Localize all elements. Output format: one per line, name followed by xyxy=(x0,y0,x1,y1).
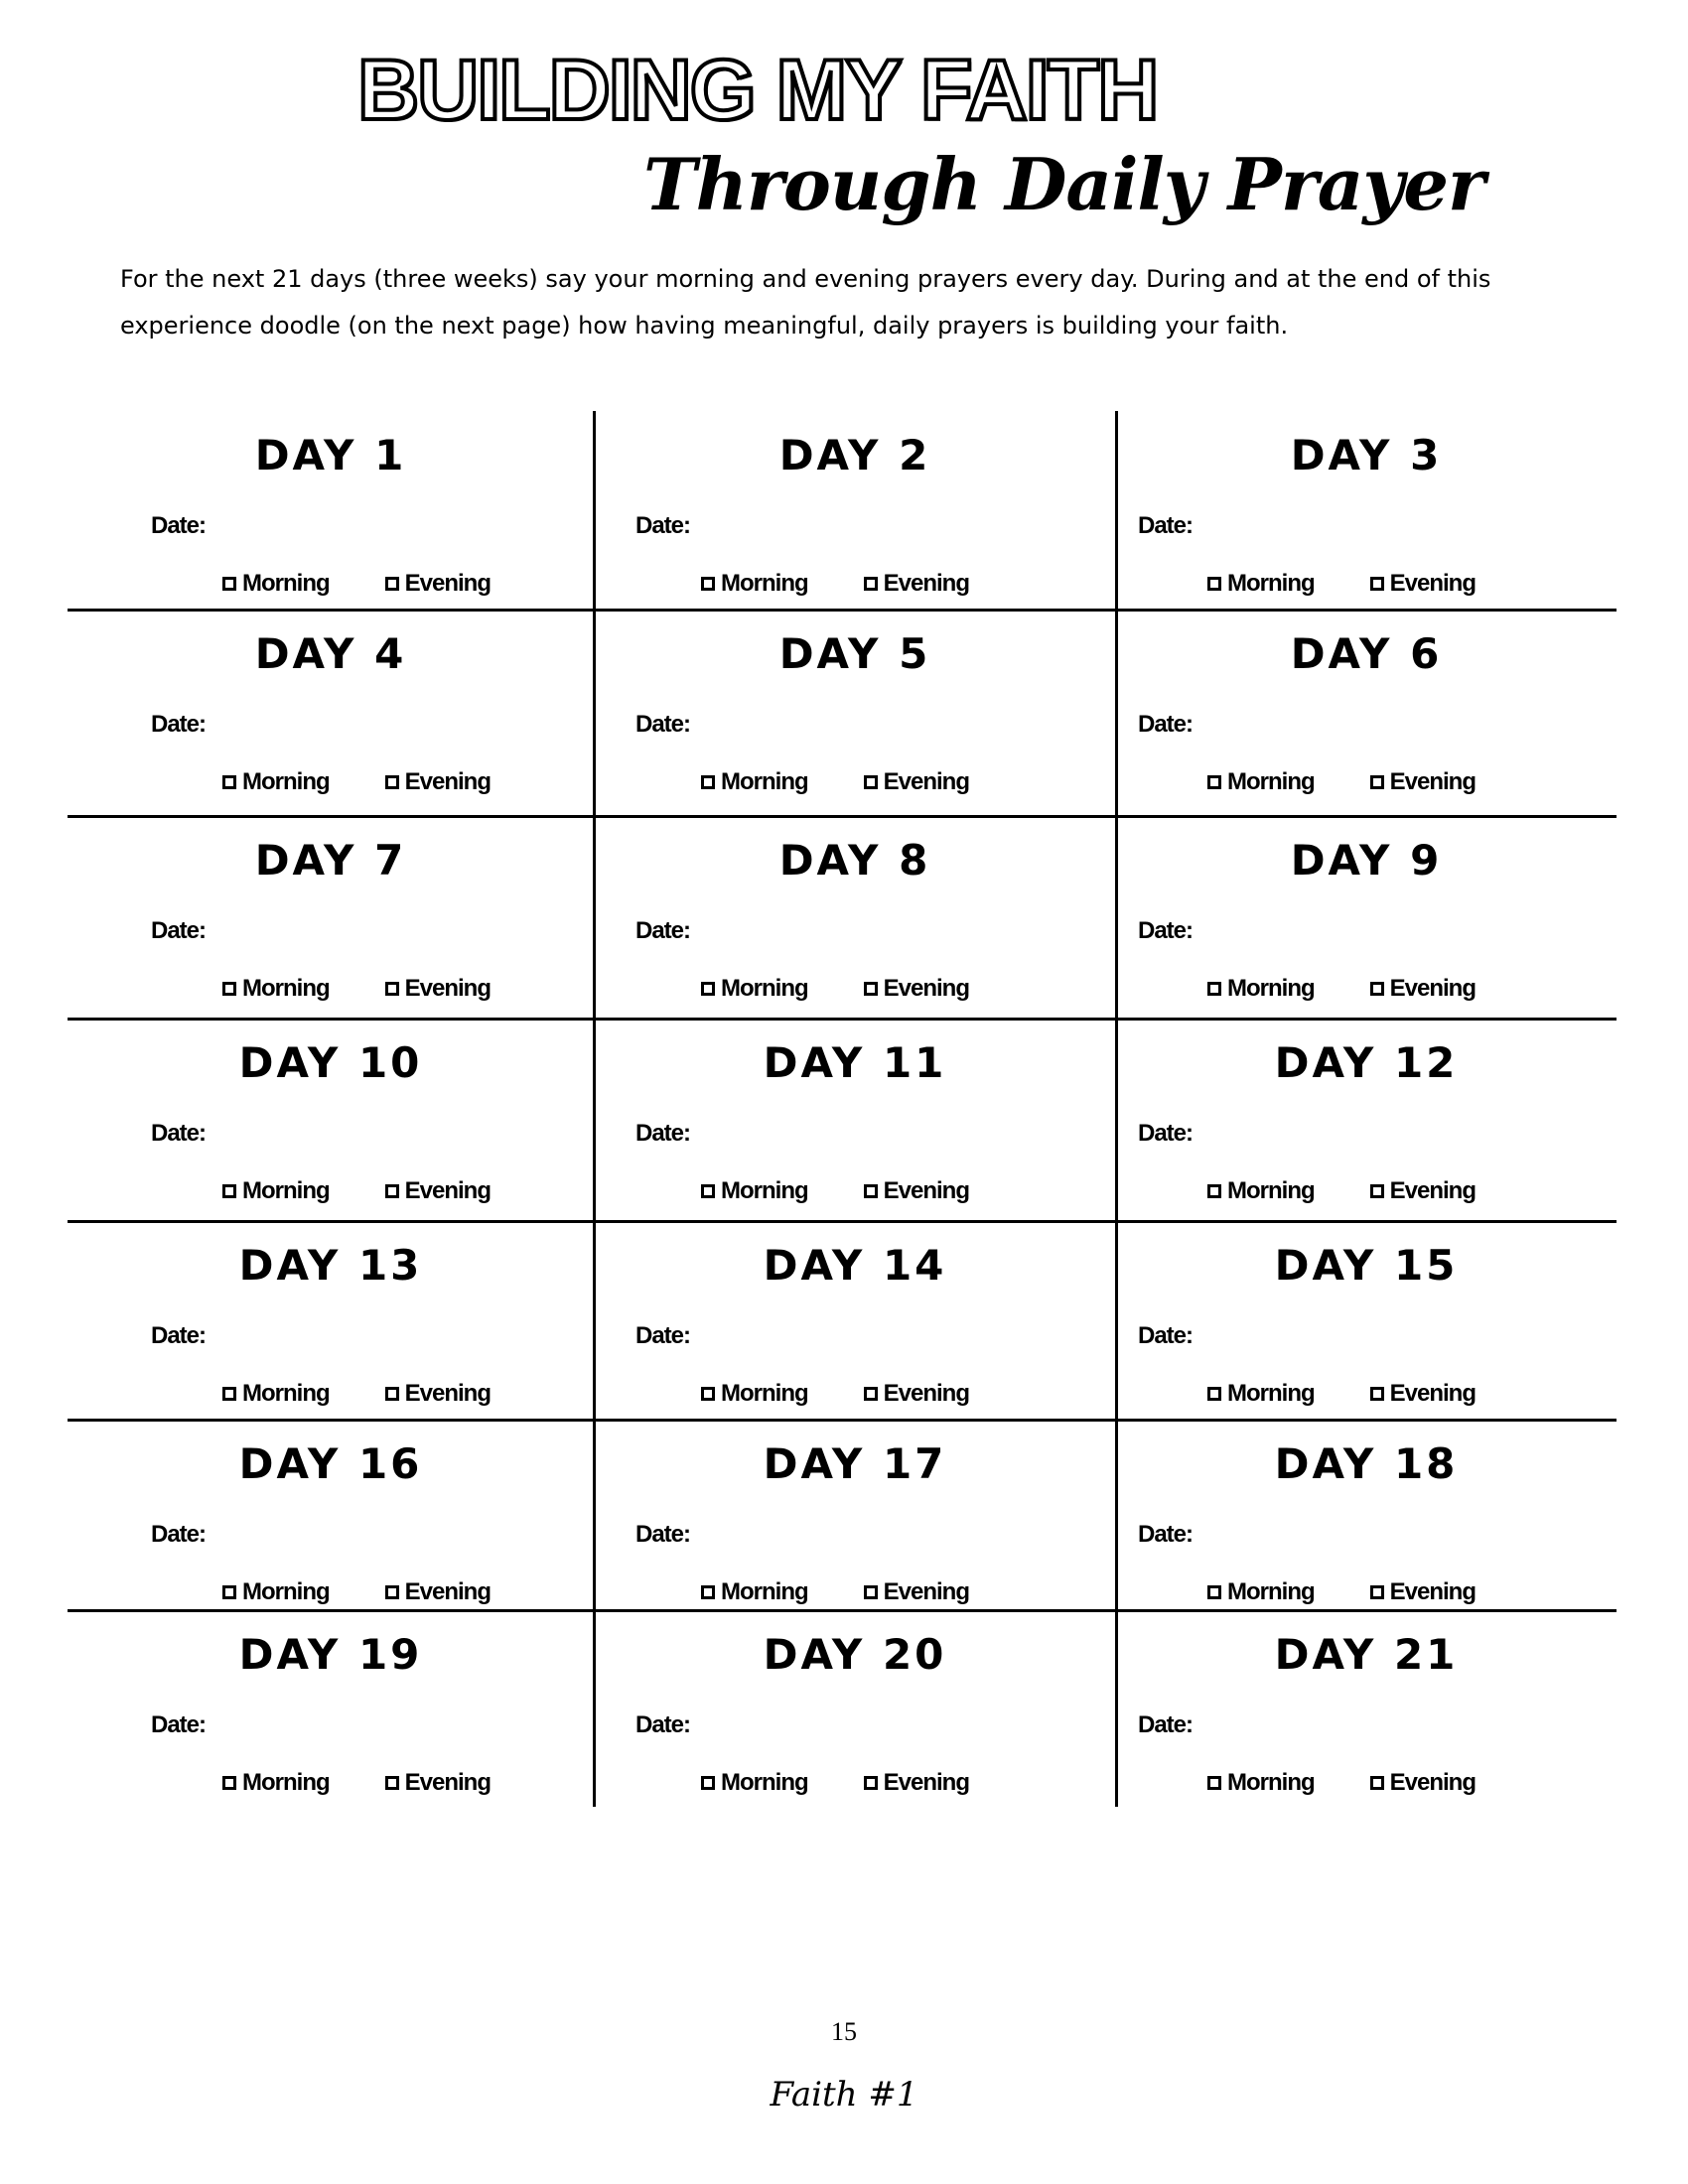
evening-label: Evening xyxy=(404,570,491,597)
checkbox-icon[interactable] xyxy=(864,577,878,591)
evening-checkbox[interactable] xyxy=(864,975,969,1003)
date-field[interactable]: Date: xyxy=(1138,1711,1194,1738)
prayer-checkboxes xyxy=(1207,975,1531,1003)
day-heading: DAY 13 xyxy=(238,1241,423,1290)
evening-label: Evening xyxy=(1389,768,1476,795)
morning-checkbox[interactable] xyxy=(701,768,808,796)
footer-text: Faith #1 xyxy=(770,2075,918,2115)
day-cell xyxy=(594,1019,1116,1221)
checkbox-icon[interactable] xyxy=(1207,577,1221,591)
day-cell xyxy=(594,1221,1116,1420)
day-heading: DAY 2 xyxy=(778,431,931,479)
evening-label: Evening xyxy=(883,570,969,597)
morning-checkbox[interactable] xyxy=(1207,768,1315,796)
checkbox-icon[interactable] xyxy=(1370,577,1384,591)
checkbox-icon[interactable] xyxy=(1207,775,1221,789)
checkbox-icon[interactable] xyxy=(864,1387,878,1401)
morning-checkbox[interactable] xyxy=(701,1380,808,1408)
checkbox-icon[interactable] xyxy=(385,775,399,789)
date-field[interactable]: Date: xyxy=(635,512,691,539)
day-cell xyxy=(68,816,594,1019)
evening-label: Evening xyxy=(1389,1578,1476,1605)
checkbox-icon[interactable] xyxy=(1207,1776,1221,1790)
evening-checkbox[interactable] xyxy=(1370,1769,1476,1797)
prayer-checkboxes xyxy=(222,1177,546,1205)
day-cell xyxy=(594,610,1116,816)
evening-label: Evening xyxy=(1389,975,1476,1002)
date-field[interactable]: Date: xyxy=(1138,711,1194,738)
prayer-checkboxes xyxy=(1207,1578,1531,1606)
checkbox-icon[interactable] xyxy=(864,1184,878,1198)
evening-checkbox[interactable] xyxy=(385,768,491,796)
day-cell xyxy=(1116,1610,1617,1807)
day-heading: DAY 3 xyxy=(1290,431,1443,479)
day-cell xyxy=(68,1019,594,1221)
evening-label: Evening xyxy=(883,1380,969,1407)
morning-label: Morning xyxy=(721,768,808,795)
checkbox-icon[interactable] xyxy=(222,577,236,591)
checkbox-icon[interactable] xyxy=(385,577,399,591)
date-field[interactable]: Date: xyxy=(151,1322,207,1349)
date-field[interactable]: Date: xyxy=(1138,512,1194,539)
checkbox-icon[interactable] xyxy=(222,775,236,789)
date-field[interactable]: Date: xyxy=(1138,1322,1194,1349)
evening-checkbox[interactable] xyxy=(864,768,969,796)
checkbox-icon[interactable] xyxy=(864,982,878,996)
evening-label: Evening xyxy=(883,1769,969,1796)
evening-checkbox[interactable] xyxy=(1370,975,1476,1003)
day-cell xyxy=(594,1420,1116,1610)
morning-label: Morning xyxy=(1227,1769,1315,1796)
evening-label: Evening xyxy=(1389,570,1476,597)
day-heading: DAY 5 xyxy=(778,629,931,678)
day-heading: DAY 20 xyxy=(763,1630,947,1679)
day-heading: DAY 1 xyxy=(254,431,407,479)
checkbox-icon[interactable] xyxy=(1370,775,1384,789)
day-cell xyxy=(594,816,1116,1019)
prayer-checkboxes xyxy=(222,975,546,1003)
day-heading: DAY 17 xyxy=(763,1439,947,1488)
checkbox-icon[interactable] xyxy=(222,982,236,996)
morning-checkbox[interactable] xyxy=(1207,1769,1315,1797)
morning-checkbox[interactable] xyxy=(1207,1380,1315,1408)
prayer-checkboxes xyxy=(1207,768,1531,796)
morning-label: Morning xyxy=(1227,1578,1315,1605)
date-field[interactable]: Date: xyxy=(1138,917,1194,944)
date-field[interactable]: Date: xyxy=(151,1711,207,1738)
morning-label: Morning xyxy=(721,570,808,597)
day-cell xyxy=(68,411,594,610)
morning-checkbox[interactable] xyxy=(701,570,808,598)
prayer-checkboxes xyxy=(701,768,1025,796)
day-cell xyxy=(1116,411,1617,610)
checkbox-icon[interactable] xyxy=(1207,1585,1221,1599)
morning-label: Morning xyxy=(1227,975,1315,1002)
checkbox-icon[interactable] xyxy=(385,1585,399,1599)
checkbox-icon[interactable] xyxy=(1370,982,1384,996)
evening-label: Evening xyxy=(883,768,969,795)
date-field[interactable]: Date: xyxy=(1138,1521,1194,1548)
checkbox-icon[interactable] xyxy=(1370,1184,1384,1198)
evening-label: Evening xyxy=(883,975,969,1002)
checkbox-icon[interactable] xyxy=(701,1776,715,1790)
prayer-checkboxes xyxy=(701,570,1025,598)
morning-checkbox[interactable] xyxy=(1207,570,1315,598)
evening-checkbox[interactable] xyxy=(385,1578,491,1606)
evening-checkbox[interactable] xyxy=(864,1177,969,1205)
checkbox-icon[interactable] xyxy=(1370,1585,1384,1599)
morning-checkbox[interactable] xyxy=(701,975,808,1003)
date-field[interactable]: Date: xyxy=(151,1120,207,1147)
prayer-checkboxes xyxy=(701,1578,1025,1606)
checkbox-icon[interactable] xyxy=(864,1776,878,1790)
evening-label: Evening xyxy=(1389,1177,1476,1204)
date-field[interactable]: Date: xyxy=(151,711,207,738)
day-heading: DAY 16 xyxy=(238,1439,423,1488)
checkbox-icon[interactable] xyxy=(1207,1184,1221,1198)
day-cell xyxy=(68,1610,594,1807)
day-cell xyxy=(1116,1019,1617,1221)
checkbox-icon[interactable] xyxy=(701,1387,715,1401)
prayer-checkboxes xyxy=(701,975,1025,1003)
evening-checkbox[interactable] xyxy=(1370,1380,1476,1408)
checkbox-icon[interactable] xyxy=(222,1184,236,1198)
page-subtitle: Through Daily Prayer xyxy=(643,142,1484,226)
day-cell xyxy=(1116,1221,1617,1420)
day-heading: DAY 12 xyxy=(1274,1038,1459,1087)
evening-label: Evening xyxy=(404,1578,491,1605)
morning-label: Morning xyxy=(721,1769,808,1796)
checkbox-icon[interactable] xyxy=(1207,1387,1221,1401)
morning-checkbox[interactable] xyxy=(701,1177,808,1205)
checkbox-icon[interactable] xyxy=(701,982,715,996)
morning-checkbox[interactable] xyxy=(222,975,330,1003)
morning-checkbox[interactable] xyxy=(222,570,330,598)
day-cell xyxy=(1116,816,1617,1019)
day-cell xyxy=(1116,610,1617,816)
evening-checkbox[interactable] xyxy=(1370,1177,1476,1205)
day-heading: DAY 15 xyxy=(1274,1241,1459,1290)
checkbox-icon[interactable] xyxy=(385,1184,399,1198)
morning-label: Morning xyxy=(1227,1380,1315,1407)
day-heading: DAY 14 xyxy=(763,1241,947,1290)
date-field[interactable]: Date: xyxy=(635,711,691,738)
evening-label: Evening xyxy=(404,1177,491,1204)
morning-checkbox[interactable] xyxy=(222,1769,330,1797)
morning-label: Morning xyxy=(242,1578,330,1605)
day-cell xyxy=(1116,1420,1617,1610)
checkbox-icon[interactable] xyxy=(385,1387,399,1401)
page-title: BUILDING MY FAITH xyxy=(357,43,1158,138)
morning-label: Morning xyxy=(242,1769,330,1796)
day-heading: DAY 4 xyxy=(254,629,407,678)
evening-label: Evening xyxy=(404,1769,491,1796)
day-cell xyxy=(594,1610,1116,1807)
morning-label: Morning xyxy=(1227,570,1315,597)
prayer-tracker-grid xyxy=(68,411,1617,1807)
date-field[interactable]: Date: xyxy=(151,917,207,944)
prayer-checkboxes xyxy=(701,1769,1025,1797)
evening-label: Evening xyxy=(1389,1380,1476,1407)
date-field[interactable]: Date: xyxy=(1138,1120,1194,1147)
evening-label: Evening xyxy=(404,768,491,795)
evening-checkbox[interactable] xyxy=(1370,570,1476,598)
evening-checkbox[interactable] xyxy=(864,1769,969,1797)
morning-checkbox[interactable] xyxy=(222,768,330,796)
checkbox-icon[interactable] xyxy=(222,1585,236,1599)
intro-text: For the next 21 days (three weeks) say your morning and evening prayers every day. During and at the end of this experience doodle (on the next page) how having meaningful, daily prayers is building your faith. xyxy=(120,265,1491,340)
evening-label: Evening xyxy=(883,1578,969,1605)
morning-checkbox[interactable] xyxy=(1207,1177,1315,1205)
checkbox-icon[interactable] xyxy=(1370,1776,1384,1790)
checkbox-icon[interactable] xyxy=(222,1776,236,1790)
evening-checkbox[interactable] xyxy=(385,1380,491,1408)
day-heading: DAY 18 xyxy=(1274,1439,1459,1488)
evening-checkbox[interactable] xyxy=(385,1177,491,1205)
prayer-checkboxes xyxy=(701,1380,1025,1408)
day-heading: DAY 9 xyxy=(1290,836,1443,885)
prayer-checkboxes xyxy=(222,1769,546,1797)
morning-checkbox[interactable] xyxy=(1207,1578,1315,1606)
day-heading: DAY 11 xyxy=(763,1038,947,1087)
prayer-checkboxes xyxy=(701,1177,1025,1205)
prayer-checkboxes xyxy=(1207,1769,1531,1797)
evening-checkbox[interactable] xyxy=(864,1578,969,1606)
evening-checkbox[interactable] xyxy=(864,570,969,598)
morning-label: Morning xyxy=(242,768,330,795)
prayer-checkboxes xyxy=(222,1380,546,1408)
prayer-checkboxes xyxy=(1207,1177,1531,1205)
day-heading: DAY 7 xyxy=(254,836,407,885)
checkbox-icon[interactable] xyxy=(222,1387,236,1401)
checkbox-icon[interactable] xyxy=(701,1184,715,1198)
checkbox-icon[interactable] xyxy=(701,1585,715,1599)
checkbox-icon[interactable] xyxy=(701,577,715,591)
evening-checkbox[interactable] xyxy=(1370,1578,1476,1606)
morning-label: Morning xyxy=(1227,768,1315,795)
checkbox-icon[interactable] xyxy=(1370,1387,1384,1401)
date-field[interactable]: Date: xyxy=(151,512,207,539)
day-heading: DAY 21 xyxy=(1274,1630,1459,1679)
date-field[interactable]: Date: xyxy=(635,917,691,944)
prayer-checkboxes xyxy=(222,570,546,598)
morning-label: Morning xyxy=(721,1380,808,1407)
checkbox-icon[interactable] xyxy=(385,1776,399,1790)
day-heading: DAY 6 xyxy=(1290,629,1443,678)
morning-checkbox[interactable] xyxy=(222,1578,330,1606)
morning-checkbox[interactable] xyxy=(222,1380,330,1408)
morning-checkbox[interactable] xyxy=(701,1578,808,1606)
checkbox-icon[interactable] xyxy=(385,982,399,996)
date-field[interactable]: Date: xyxy=(635,1521,691,1548)
prayer-checkboxes xyxy=(222,1578,546,1606)
morning-checkbox[interactable] xyxy=(701,1769,808,1797)
day-heading: DAY 8 xyxy=(778,836,931,885)
evening-checkbox[interactable] xyxy=(1370,768,1476,796)
morning-label: Morning xyxy=(721,975,808,1002)
morning-label: Morning xyxy=(721,1578,808,1605)
evening-checkbox[interactable] xyxy=(864,1380,969,1408)
evening-label: Evening xyxy=(1389,1769,1476,1796)
morning-label: Morning xyxy=(242,570,330,597)
day-cell xyxy=(68,1420,594,1610)
morning-label: Morning xyxy=(1227,1177,1315,1204)
prayer-checkboxes xyxy=(1207,1380,1531,1408)
date-field[interactable]: Date: xyxy=(151,1521,207,1548)
evening-checkbox[interactable] xyxy=(385,570,491,598)
day-cell xyxy=(68,1221,594,1420)
checkbox-icon[interactable] xyxy=(1207,982,1221,996)
morning-label: Morning xyxy=(242,1380,330,1407)
day-heading: DAY 10 xyxy=(238,1038,423,1087)
evening-label: Evening xyxy=(883,1177,969,1204)
evening-checkbox[interactable] xyxy=(385,975,491,1003)
date-field[interactable]: Date: xyxy=(635,1120,691,1147)
evening-label: Evening xyxy=(404,1380,491,1407)
prayer-checkboxes xyxy=(222,768,546,796)
day-heading: DAY 19 xyxy=(238,1630,423,1679)
page-number: 15 xyxy=(831,2017,857,2046)
evening-label: Evening xyxy=(404,975,491,1002)
prayer-checkboxes xyxy=(1207,570,1531,598)
morning-checkbox[interactable] xyxy=(1207,975,1315,1003)
date-field[interactable]: Date: xyxy=(635,1711,691,1738)
checkbox-icon[interactable] xyxy=(864,775,878,789)
day-cell xyxy=(68,610,594,816)
day-cell xyxy=(594,411,1116,610)
morning-label: Morning xyxy=(242,1177,330,1204)
evening-checkbox[interactable] xyxy=(385,1769,491,1797)
morning-checkbox[interactable] xyxy=(222,1177,330,1205)
date-field[interactable]: Date: xyxy=(635,1322,691,1349)
morning-label: Morning xyxy=(242,975,330,1002)
morning-label: Morning xyxy=(721,1177,808,1204)
checkbox-icon[interactable] xyxy=(701,775,715,789)
checkbox-icon[interactable] xyxy=(864,1585,878,1599)
